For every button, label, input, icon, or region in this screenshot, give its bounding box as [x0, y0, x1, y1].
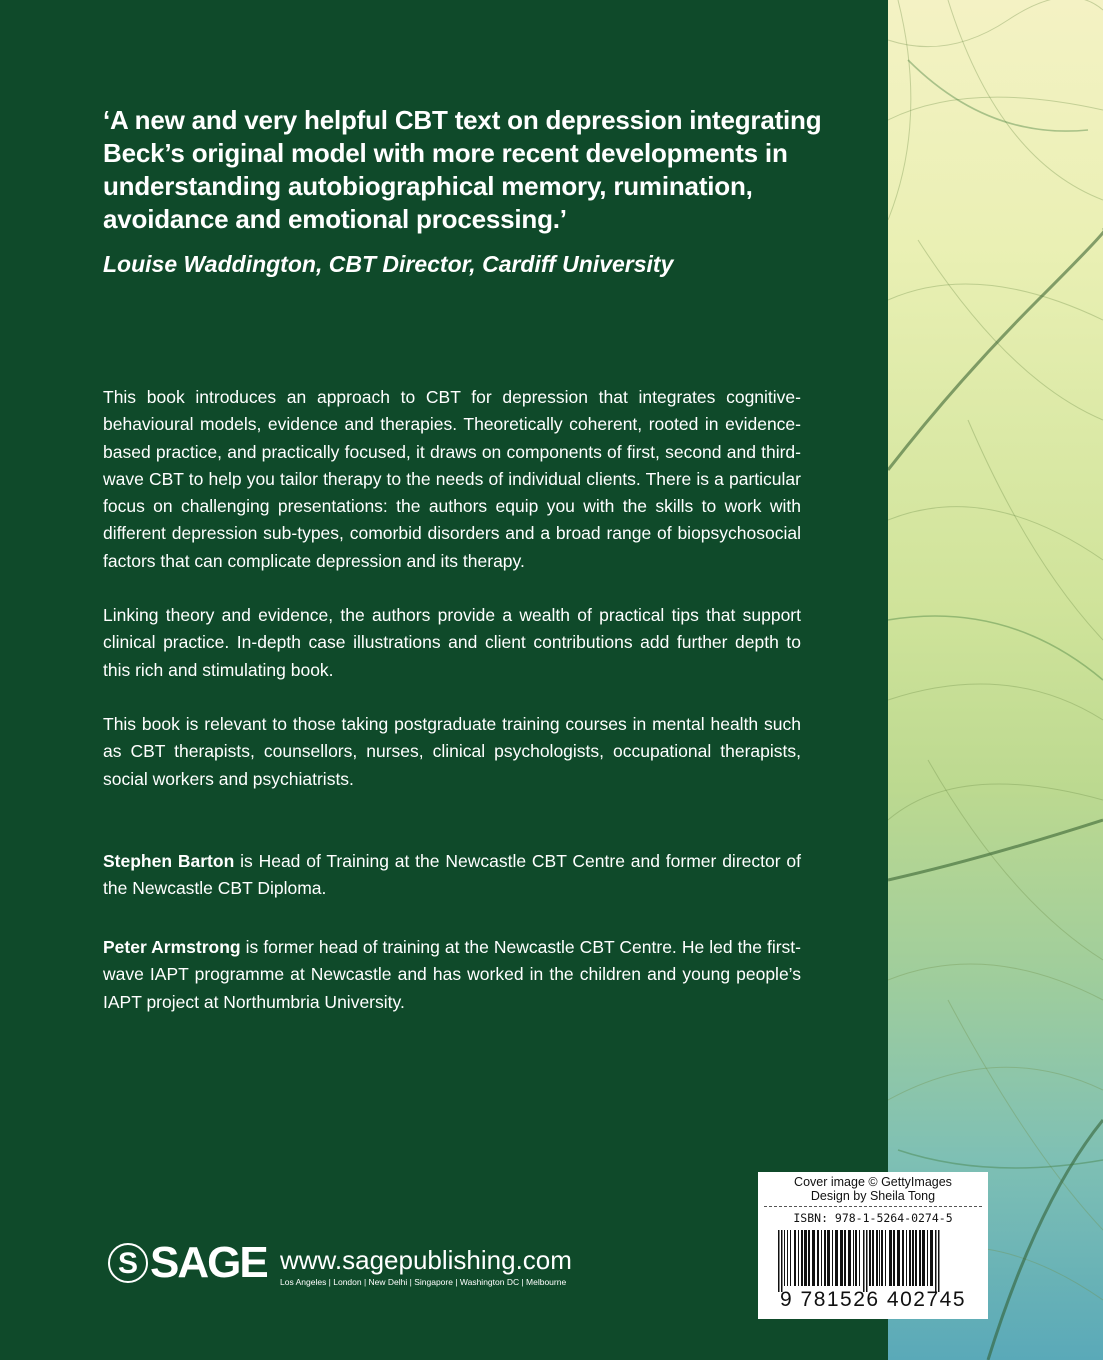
barcode-bar — [848, 1230, 851, 1286]
barcode-bar — [808, 1230, 810, 1286]
barcode-bar — [778, 1230, 780, 1292]
barcode-bar — [824, 1230, 826, 1286]
description-paragraph: This book is relevant to those taking postgraduate training courses in mental health such as CBT therapists, counsellors, nurses, clinical psychologists, occupational therapists, social workers and psychiatrists. — [103, 714, 801, 789]
barcode-bar — [835, 1230, 838, 1286]
author-bio-text: is Head of Training at the Newcastle CBT Centre and former director of the Newcastle CBT Diploma. — [103, 851, 801, 899]
barcode-bar — [798, 1230, 799, 1286]
barcode-bar — [844, 1230, 846, 1286]
barcode-bar — [897, 1230, 900, 1286]
author-name: Peter Armstrong — [103, 937, 241, 957]
barcode-bar — [889, 1230, 892, 1286]
publisher-block — [108, 1240, 628, 1296]
barcode-divider — [764, 1206, 982, 1207]
leaf-vein-icon — [888, 0, 1103, 1360]
barcode-bar — [863, 1230, 865, 1292]
sage-logo-letter: S — [117, 1247, 138, 1280]
barcode-bar — [832, 1230, 833, 1286]
barcode-bar — [817, 1230, 819, 1286]
barcode-bar — [915, 1230, 917, 1286]
author-bio — [103, 848, 801, 903]
barcode-bar — [866, 1230, 868, 1292]
barcode-bar — [790, 1230, 791, 1286]
barcode-bar — [827, 1230, 830, 1286]
author-name: Stephen Barton — [103, 851, 235, 871]
isbn-text: ISBN: 978-1-5264-0274-5 — [793, 1211, 953, 1225]
leaf-cover-image — [888, 0, 1103, 1360]
barcode-bar — [919, 1230, 921, 1286]
barcode-icon — [776, 1230, 976, 1292]
barcode-bar — [855, 1230, 857, 1286]
barcode-bar — [879, 1230, 880, 1286]
author-bio — [103, 934, 801, 1016]
author-bio-text: is former head of training at the Newcastle CBT Centre. He led the first-wave IAPT programme at Newcastle and has worked in the children and young people’s IAPT project at Northumbria University. — [103, 937, 801, 1012]
sage-wordmark: SAGE — [150, 1238, 267, 1287]
barcode-bar — [935, 1230, 937, 1292]
barcode-bar — [869, 1230, 871, 1286]
barcode-bar — [812, 1230, 815, 1286]
barcode-bar — [893, 1230, 895, 1286]
barcode-bar — [840, 1230, 843, 1286]
barcode-bar — [930, 1230, 933, 1286]
description-paragraph: Linking theory and evidence, the authors provide a wealth of practical tips that support clinical practice. In-depth case illustrations and client contributions add further depth to this rich and stimulating book. — [103, 605, 801, 680]
barcode-bar — [872, 1230, 874, 1286]
barcode-bar — [781, 1230, 783, 1292]
barcode-bar — [938, 1230, 940, 1292]
barcode-box — [758, 1172, 988, 1319]
barcode-bar — [876, 1230, 878, 1286]
barcode-bar — [927, 1230, 928, 1286]
barcode-bar — [922, 1230, 925, 1286]
barcode-bar — [801, 1230, 803, 1286]
barcode-bar — [881, 1230, 883, 1286]
publisher-url[interactable]: www.sagepublishing.com — [280, 1245, 572, 1275]
endorsement-quote: ‘A new and very helpful CBT text on depression integrating Beck’s original model with more recent developments in understanding autobiographical memory, rumination, avoidance and emotional processing.’ — [103, 105, 822, 234]
barcode-bar — [853, 1230, 854, 1286]
cover-image-credit: Cover image © GettyImages — [794, 1175, 952, 1189]
barcode-number: 9 781526 402745 — [780, 1288, 966, 1311]
barcode-bar — [902, 1230, 904, 1286]
publisher-cities: Los Angeles | London | New Delhi | Singapore | Washington DC | Melbourne — [280, 1277, 567, 1287]
barcode-bar — [909, 1230, 911, 1286]
barcode-bar — [787, 1230, 788, 1286]
barcode-bar — [784, 1230, 785, 1286]
barcode-bar — [821, 1230, 822, 1286]
quote-attribution: Louise Waddington, CBT Director, Cardiff University — [103, 251, 674, 277]
sage-logo-icon — [108, 1243, 148, 1283]
barcode-bar — [859, 1230, 860, 1286]
description-paragraph: This book introduces an approach to CBT for depression that integrates cognitive-behavioural models, evidence and therapies. Theoretically coherent, rooted in evidence-based practice, and practically focused, it draws on components of first, second and third-wave CBT to help you tailor therapy to the needs of individual clients. There is a particular focus on challenging presentations: the authors equip you with the skills to work with different depression sub-types, comorbid disorders and a broad range of biopsychosocial factors that can complicate depression and its therapy. — [103, 387, 801, 571]
barcode-bar — [804, 1230, 807, 1286]
barcode-bar — [794, 1230, 796, 1286]
barcode-bar — [906, 1230, 907, 1286]
barcode-bar — [885, 1230, 886, 1286]
barcode-bar — [912, 1230, 914, 1286]
design-credit: Design by Sheila Tong — [810, 1189, 936, 1203]
